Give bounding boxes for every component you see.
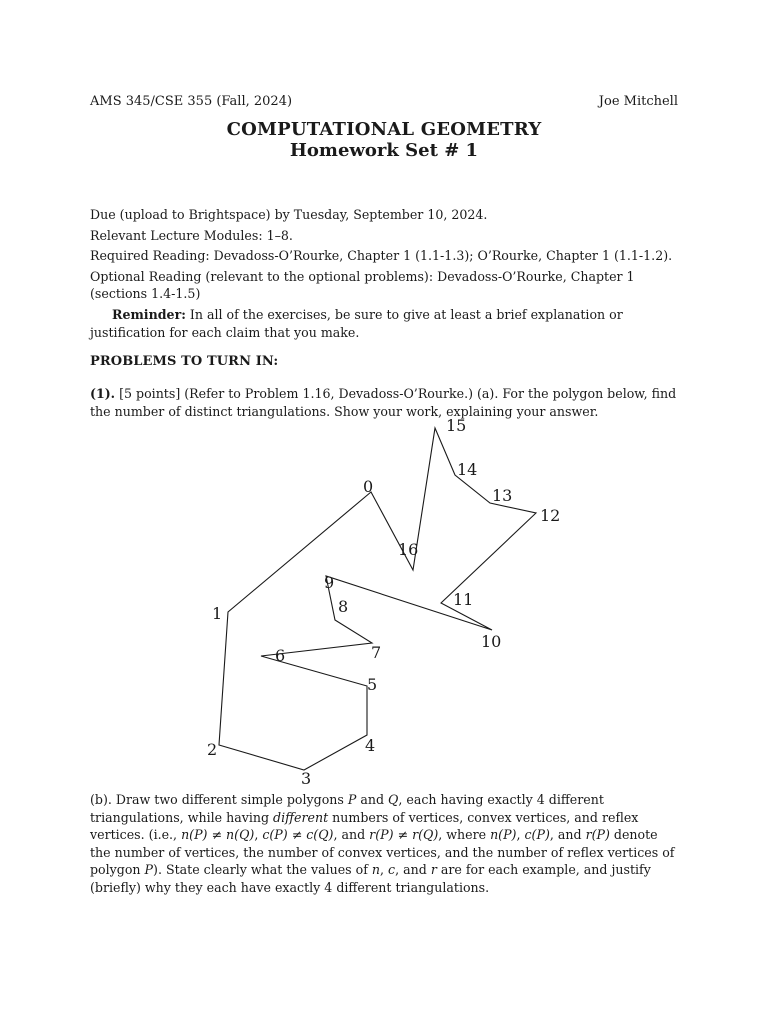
optional-reading: Optional Reading (relevant to the optional problems): Devadoss-O’Rourke, Chapter 1 (sections 1.4-1.5) (90, 268, 635, 302)
polygon-outline (219, 428, 536, 770)
vertex-label-15: 15 (446, 416, 467, 435)
text-span: , (380, 862, 389, 878)
course-header: AMS 345/CSE 355 (Fall, 2024) (90, 94, 293, 109)
math-cQ: c(Q) (306, 827, 334, 843)
math-neq: ≠ (287, 827, 307, 843)
problems-heading: PROBLEMS TO TURN IN: (90, 354, 279, 369)
vertex-label-11: 11 (453, 590, 474, 609)
text-span: and (356, 792, 389, 807)
vertex-label-7: 7 (371, 643, 382, 662)
text-span: , (516, 827, 525, 843)
vertex-label-3: 3 (301, 769, 312, 788)
vertex-label-14: 14 (457, 460, 478, 479)
reminder-label: Reminder: (112, 306, 186, 322)
math-rQ: r(Q) (412, 827, 439, 843)
vertex-label-5: 5 (367, 675, 378, 694)
math-nP: n(P) (181, 827, 208, 843)
vertex-label-16: 16 (398, 540, 419, 559)
math-nQ: n(Q) (226, 827, 255, 843)
page-title: COMPUTATIONAL GEOMETRY (226, 119, 542, 140)
math-cP: c(P) (262, 827, 288, 843)
vertex-label-10: 10 (481, 632, 502, 651)
modules-line: Relevant Lecture Modules: 1–8. (90, 227, 293, 243)
problem-number: (1). (90, 386, 116, 401)
vertex-label-9: 9 (324, 573, 335, 592)
page-subtitle: Homework Set # 1 (289, 140, 479, 161)
instructor-name: Joe Mitchell (598, 94, 678, 109)
text-span: are for each example, and justify (briefly) why they each have exactly 4 different triangulations. (90, 862, 651, 895)
math-rP: r(P) (369, 827, 394, 843)
math-c: c (388, 862, 396, 878)
vertex-label-13: 13 (492, 486, 513, 505)
math-P: P (144, 862, 154, 878)
vertex-label-4: 4 (365, 736, 376, 755)
text-span: , and (549, 827, 586, 843)
text-span: numbers of vertices, convex vertices, and reflex vertices. (i.e., (90, 809, 639, 843)
text-span: , where (438, 827, 491, 843)
text-span: ). State clearly what the values of (153, 862, 372, 878)
vertex-label-2: 2 (207, 740, 218, 759)
problem-1b-text (90, 791, 678, 897)
due-line: Due (upload to Brightspace) by Tuesday, September 10, 2024. (90, 207, 488, 222)
text-span: , and (395, 862, 431, 878)
math-r: r (430, 862, 437, 878)
required-reading: Required Reading: Devadoss-O’Rourke, Chapter 1 (1.1-1.3); O’Rourke, Chapter 1 (1.1-1.2). (90, 248, 673, 264)
text-span: , and (333, 827, 370, 843)
emphasis-different: different (273, 809, 329, 825)
text-span: denote the number of vertices, the number of convex vertices, and the number of reflex vertices of polygon (90, 827, 675, 878)
text-span: , each having exactly 4 different triangulations, while having (90, 792, 604, 825)
vertex-label-0: 0 (363, 477, 374, 496)
math-neq: ≠ (393, 827, 413, 843)
math-P: P (347, 792, 357, 807)
problem-1a-text: [5 points] (Refer to Problem 1.16, Devadoss-O’Rourke.) (a). For the polygon below, find the number of distinct triangulations. Show your work, explaining your answer. (90, 386, 677, 419)
math-n: n (371, 862, 381, 878)
math-neq: ≠ (207, 827, 227, 843)
math-Q: Q (388, 792, 399, 807)
math-cP: c(P) (524, 827, 550, 843)
problem-1-part-b (90, 791, 678, 897)
reminder-text: In all of the exercises, be sure to give at least a brief explanation or justification for each claim that you make. (90, 306, 623, 340)
math-rP: r(P) (585, 827, 610, 843)
vertex-label-1: 1 (212, 604, 223, 623)
text-span: (b). Draw two different simple polygons (90, 792, 348, 807)
vertex-label-6: 6 (275, 646, 286, 665)
text-span: , (254, 827, 263, 843)
vertex-label-12: 12 (540, 506, 561, 525)
vertex-label-8: 8 (338, 597, 349, 616)
math-nP: n(P) (490, 827, 517, 843)
